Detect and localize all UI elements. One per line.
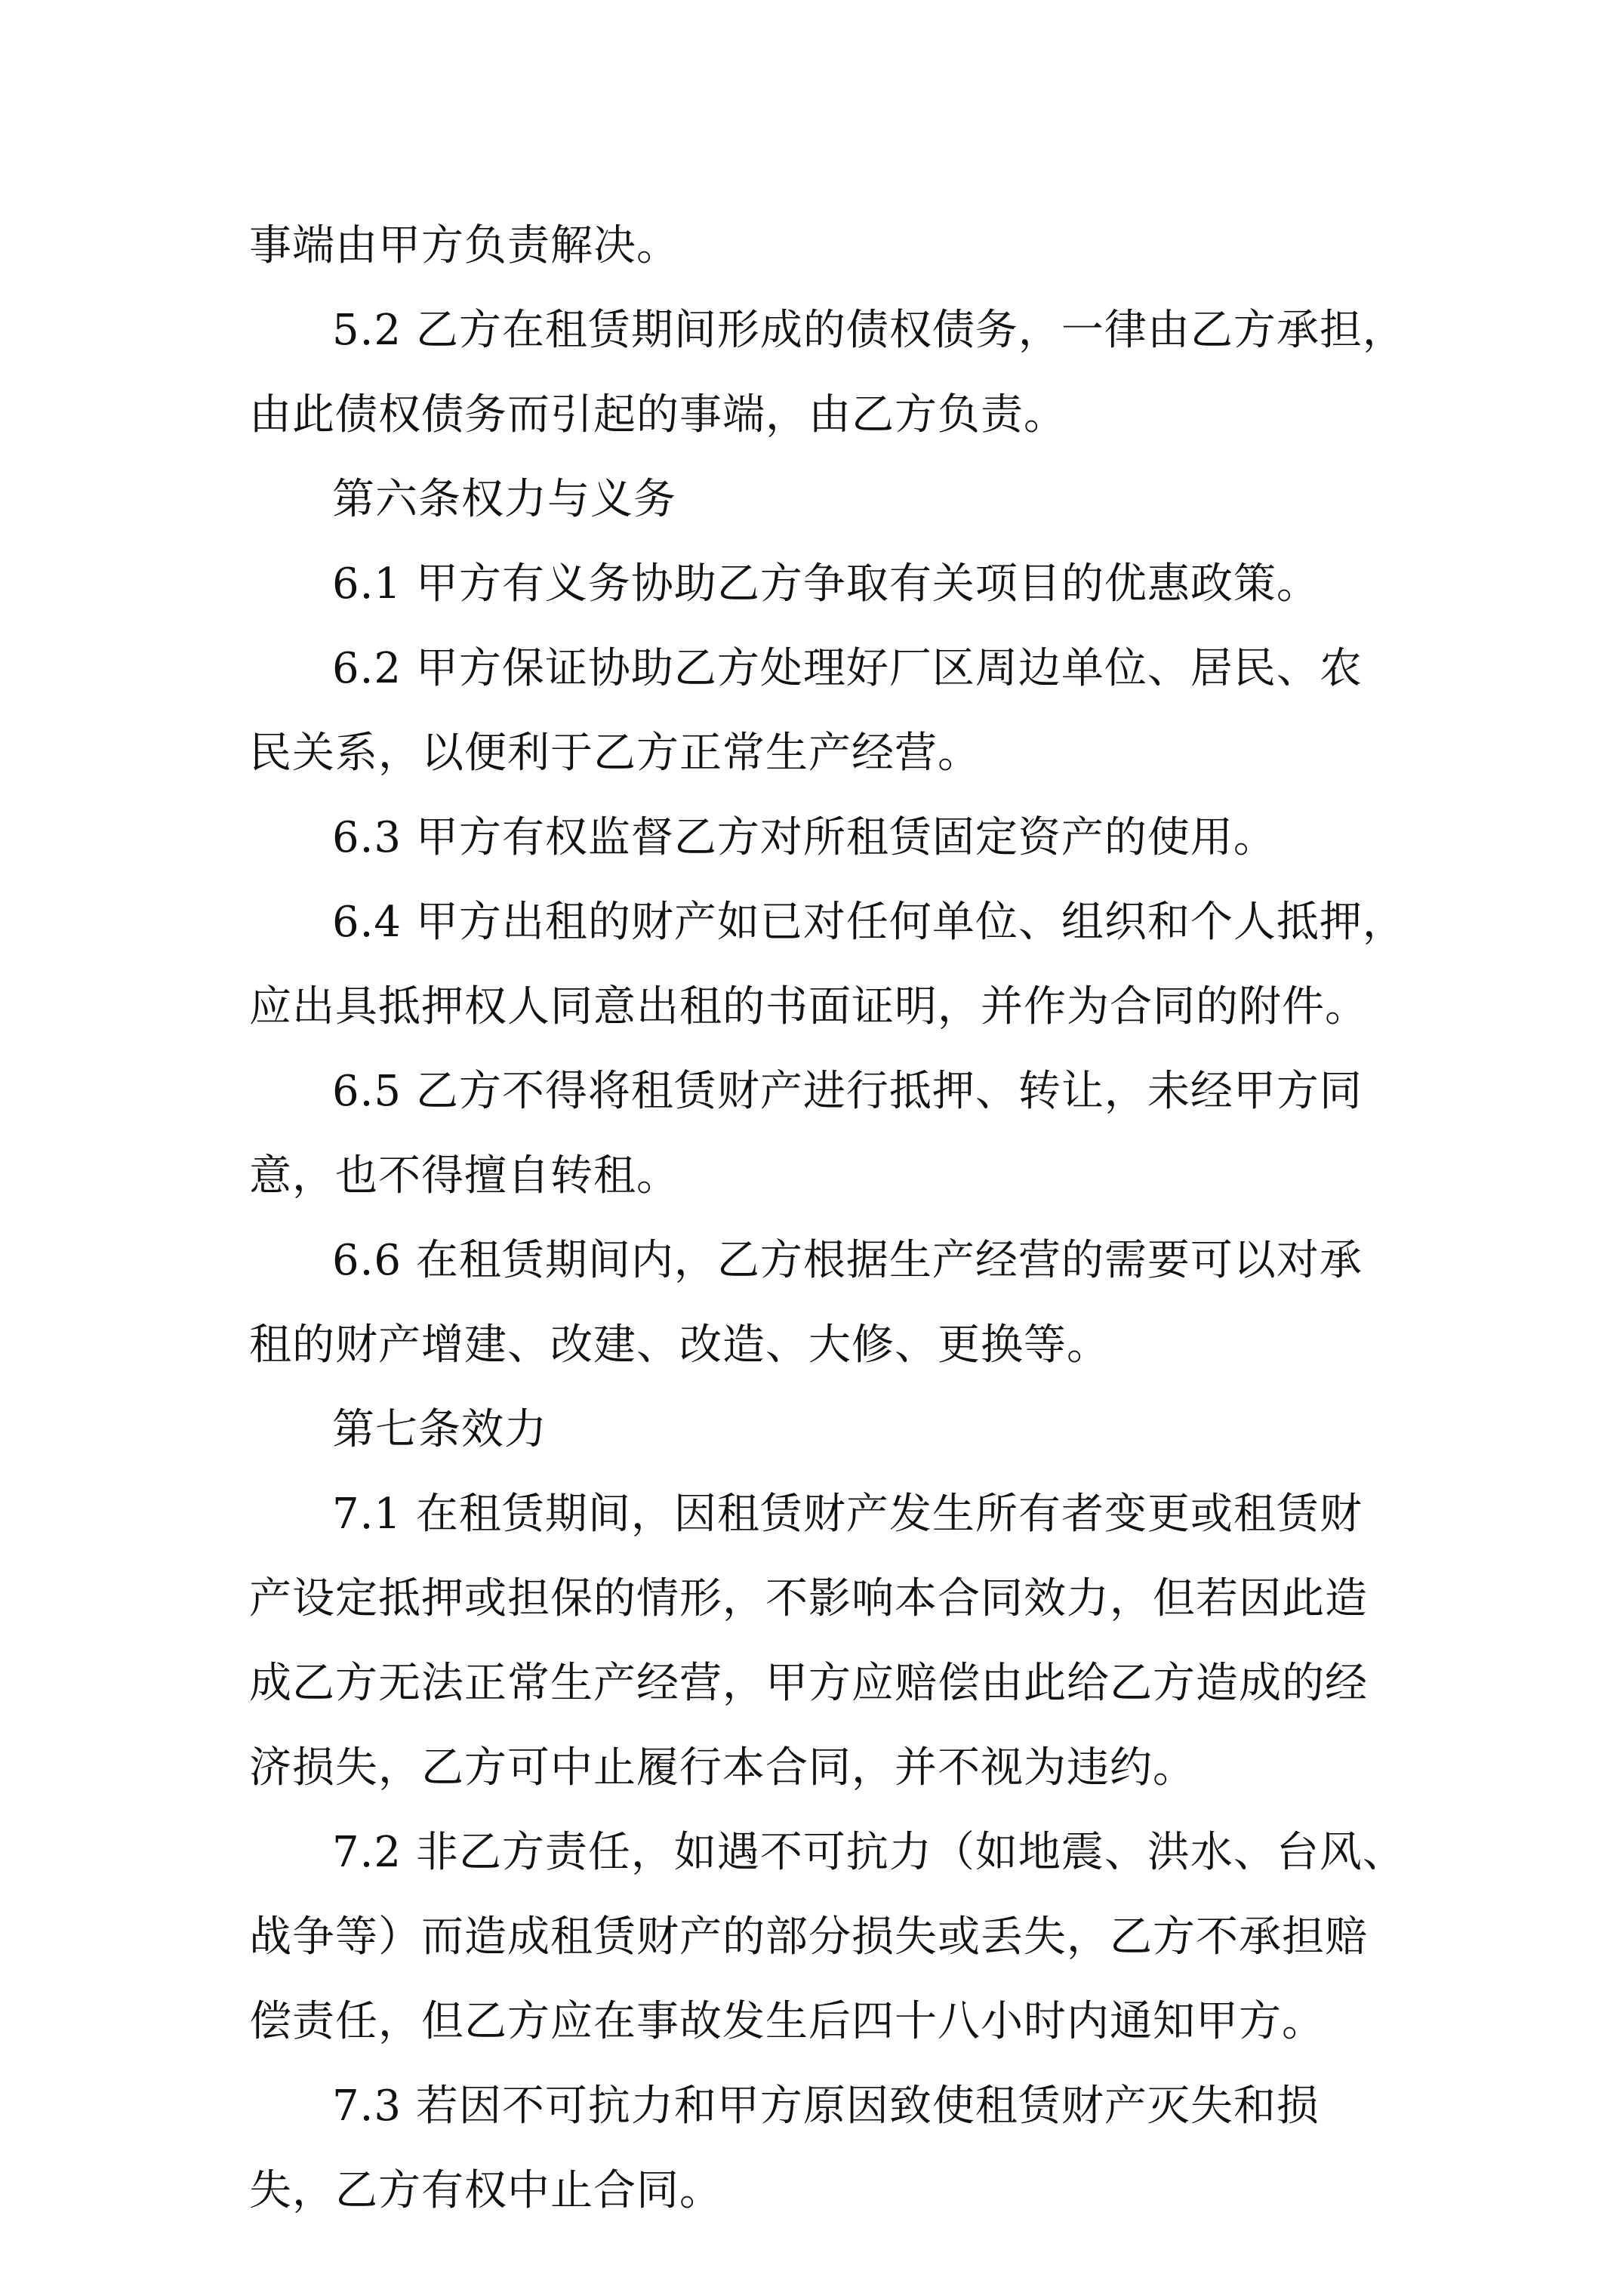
text-line: 6.2 甲方保证协助乙方处理好厂区周边单位、居民、农 (332, 644, 1363, 693)
text-line: 战争等）而造成租赁财产的部分损失或丢失，乙方不承担赔 (249, 1912, 1368, 1962)
text-line: 租的财产增建、改建、改造、大修、更换等。 (249, 1321, 1110, 1370)
text-line: 6.3 甲方有权监督乙方对所租赁固定资产的使用。 (332, 813, 1277, 862)
text-line: 6.6 在租赁期间内，乙方根据生产经营的需要可以对承 (332, 1236, 1363, 1285)
text-line: 6.4 甲方出租的财产如已对任何单位、组织和个人抵押， (332, 898, 1406, 947)
text-line: 应出具抵押权人同意出租的书面证明，并作为合同的附件。 (249, 982, 1368, 1031)
text-line: 事端由甲方负责解决。 (249, 221, 679, 270)
text-line: 7.3 若因不可抗力和甲方原因致使租赁财产灭失和损 (332, 2082, 1320, 2131)
text-line: 7.2 非乙方责任，如遇不可抗力（如地震、洪水、台风、 (332, 1828, 1406, 1877)
text-line: 产设定抵押或担保的情形，不影响本合同效力，但若因此造 (249, 1574, 1368, 1623)
text-line: 偿责任，但乙方应在事故发生后四十八小时内通知甲方。 (249, 1997, 1325, 2046)
text-line: 6.1 甲方有义务协助乙方争取有关项目的优惠政策。 (332, 559, 1320, 609)
text-line: 意，也不得擅自转租。 (249, 1151, 679, 1200)
text-line: 6.5 乙方不得将租赁财产进行抵押、转让，未经甲方同 (332, 1067, 1363, 1116)
text-line: 由此债权债务而引起的事端，由乙方负责。 (249, 390, 1067, 439)
document-body (249, 204, 1442, 2233)
section-heading: 第六条权力与义务 (332, 475, 676, 524)
text-line: 5.2 乙方在租赁期间形成的债权债务，一律由乙方承担， (332, 306, 1406, 355)
text-line: 济损失，乙方可中止履行本合同，并不视为违约。 (249, 1743, 1196, 1792)
text-line: 民关系，以便利于乙方正常生产经营。 (249, 729, 981, 778)
text-line: 成乙方无法正常生产经营，甲方应赔偿由此给乙方造成的经 (249, 1659, 1368, 1708)
section-heading: 第七条效力 (332, 1405, 547, 1454)
text-line: 7.1 在租赁期间，因租赁财产发生所有者变更或租赁财 (332, 1490, 1363, 1539)
text-line: 失，乙方有权中止合同。 (249, 2166, 722, 2215)
